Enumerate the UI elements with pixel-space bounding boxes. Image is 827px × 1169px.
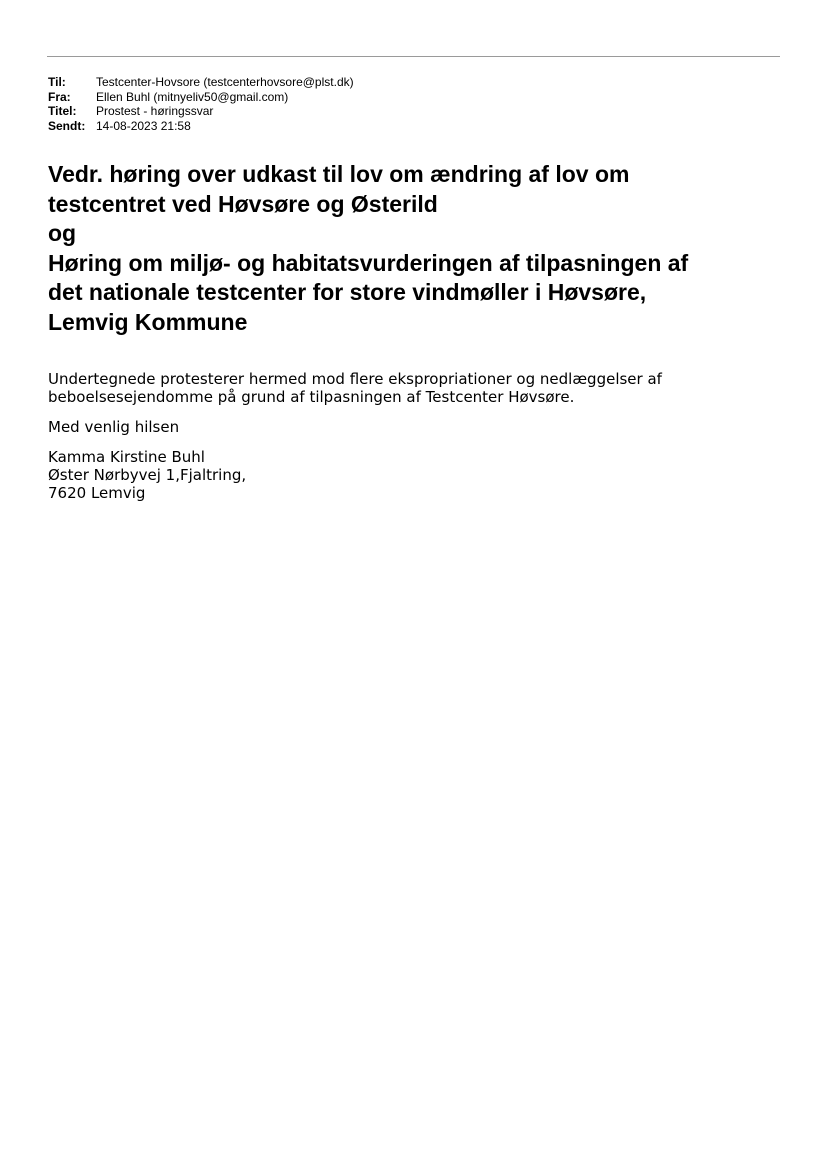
sent-label: Sendt: [48,118,86,133]
document-title [48,160,788,337]
signature-name: Kamma Kirstine Buhl [48,448,205,466]
subject-row [48,104,354,119]
paragraph-line: Undertegnede protesterer hermed mod flere ekspropriationer og nedlæggelser af [48,370,662,388]
to-label: Til: [48,75,66,89]
title-line: Høring om miljø- og habitatsvurderingen af tilpasningen af [48,249,689,276]
from-label: Fra: [48,89,71,104]
protest-paragraph [48,370,768,406]
subject-label: Titel: [48,104,77,118]
paragraph-line: beboelsesejendomme på grund af tilpasningen af Testcenter Høvsøre. [48,388,575,406]
email-header [48,75,354,133]
sent-value: 14-08-2023 21:58 [96,118,191,133]
message-body [48,370,768,502]
title-line: Vedr. høring over udkast til lov om ændring af lov om [48,161,630,187]
from-row [48,90,354,105]
title-line: Lemvig Kommune [48,308,248,335]
title-line: testcentret ved Høvsøre og Østerild [48,190,438,217]
title-line: og [48,220,77,246]
subject-value: Prostest - høringssvar [96,104,214,118]
to-value: Testcenter-Hovsore (testcenterhovsore@plst.dk) [96,75,354,89]
signature-street: Øster Nørbyvej 1,Fjaltring, [48,466,247,484]
from-value: Ellen Buhl (mitnyeliv50@gmail.com) [96,89,289,104]
title-line: det nationale testcenter for store vindmøller i Høvsøre, [48,279,647,305]
signature-block [48,448,768,502]
sent-row [48,119,354,134]
signature-city: 7620 Lemvig [48,484,146,502]
header-divider [47,56,780,57]
to-row [48,75,354,90]
closing-greeting: Med venlig hilsen [48,418,180,436]
